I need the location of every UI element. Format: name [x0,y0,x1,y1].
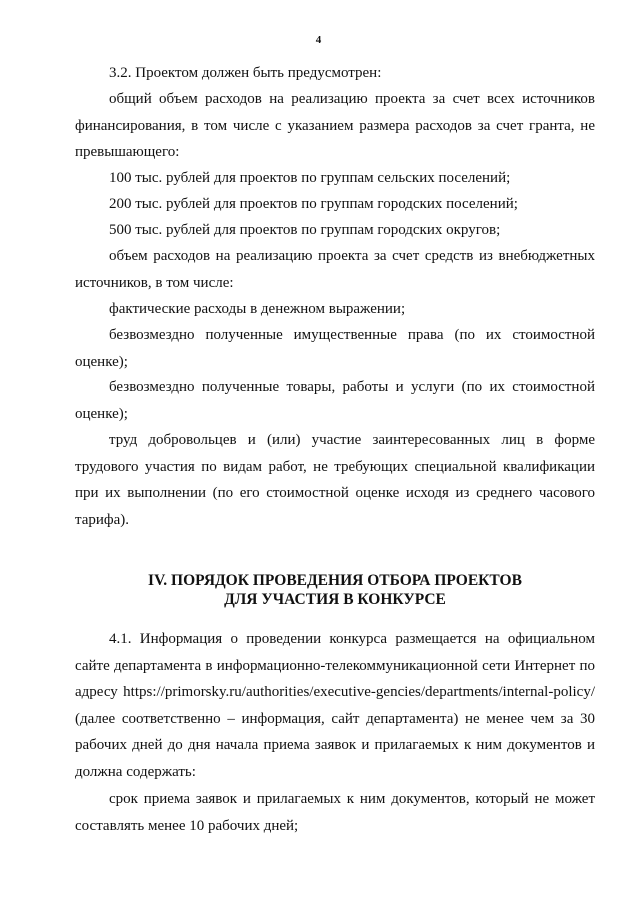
paragraph-limit-200: 200 тыс. рублей для проектов по группам городских поселений; [109,196,518,212]
section-4-heading-line-1: IV. ПОРЯДОК ПРОВЕДЕНИЯ ОТБОРА ПРОЕКТОВ [148,572,522,589]
section-4-heading-line-2: ДЛЯ УЧАСТИЯ В КОНКУРСЕ [224,591,446,608]
paragraph-limit-100: 100 тыс. рублей для проектов по группам сельских поселений; [109,170,511,186]
paragraph-4-1: 4.1. Информация о проведении конкурса размещается на официальном сайте департамента в информационно-телекоммуникационной сети Интернет по адресу https://primorsky.ru/authorities/executive-gencies/departments/internal-policy/ (далее соответственно – информация, сайт департамента) не менее чем за 30 рабочих дней до дня начала приема заявок и прилагаемых к ним документов и должна содержать: [75,631,595,780]
paragraph-3-2: 3.2. Проектом должен быть предусмотрен: [109,65,382,81]
paragraph-actual-expenses: фактические расходы в денежном выражении; [109,301,406,317]
paragraph-goods-services: безвозмездно полученные товары, работы и услуги (по их стоимостной оценке); [75,379,595,422]
paragraph-total-expenses: общий объем расходов на реализацию проекта за счет всех источников финансирования, в том числе с указанием размера расходов за счет гранта, не превышающего: [75,91,595,160]
paragraph-property-rights: безвозмездно полученные имущественные права (по их стоимостной оценке); [75,327,595,370]
paragraph-extrabudgetary: объем расходов на реализацию проекта за счет средств из внебюджетных источников, в том числе: [75,248,595,291]
paragraph-volunteer-labor: труд добровольцев и (или) участие заинтересованных лиц в форме трудового участия по видам работ, не требующих специальной квалификации при их выполнении (по его стоимостной оценке исходя из среднего часового тарифа). [75,432,595,528]
page-number: 4 [315,34,322,46]
paragraph-limit-500: 500 тыс. рублей для проектов по группам городских округов; [109,222,501,238]
paragraph-application-term: срок приема заявок и прилагаемых к ним документов, который не может составлять менее 10 рабочих дней; [75,791,595,834]
